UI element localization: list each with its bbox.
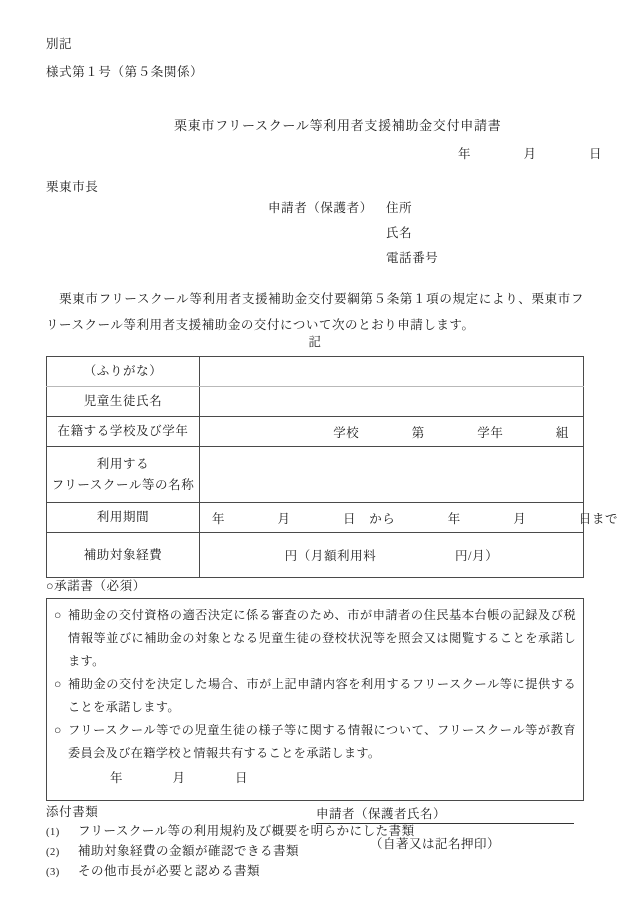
row-value-student-name[interactable]	[200, 387, 584, 417]
document-title: 栗東市フリースクール等利用者支援補助金交付申請書	[174, 118, 502, 133]
row-label-student-name: 児童生徒氏名	[47, 387, 200, 417]
row-label-furigana: （ふりがな）	[47, 357, 200, 387]
row-value-freeschool-name[interactable]	[200, 447, 584, 503]
consent-item-text: 補助金の交付資格の適否決定に係る審査のため、市が申請者の住民基本台帳の記録及び税情報等並びに補助金の対象となる児童生徒の登校状況等を照会又は閲覧することを承諾します。	[68, 608, 576, 668]
signature-label[interactable]: 申請者（保護者氏名）	[316, 804, 574, 824]
table-row-furigana	[47, 357, 584, 387]
consent-inner	[47, 599, 583, 852]
attachment-number: (3)	[46, 867, 60, 878]
row-value-subsidy-expense[interactable]: 円（月額利用料 円/月）	[200, 533, 584, 578]
circle-bullet-icon: ○	[54, 608, 62, 622]
ki-marker: 記	[308, 335, 322, 349]
consent-item	[54, 604, 576, 673]
row-label-freeschool-name	[47, 447, 200, 503]
row-label-subsidy-expense: 補助対象経費	[47, 533, 200, 578]
consent-item	[54, 719, 576, 765]
consent-item	[54, 673, 576, 719]
attachment-item	[46, 862, 584, 882]
submission-date-line: 年 月 日	[458, 147, 603, 161]
form-number: 様式第１号（第５条関係）	[46, 65, 204, 79]
document-sheet	[46, 0, 619, 903]
table-row-freeschool-name	[47, 447, 584, 503]
row-value-furigana[interactable]	[200, 357, 584, 387]
attachments-list	[46, 822, 584, 882]
table-row-subsidy-expense	[47, 533, 584, 578]
request-paragraph-text: 栗東市フリースクール等利用者支援補助金交付要綱第５条第１項の規定により、栗東市フリースクール等利用者支援補助金の交付について次のとおり申請します。	[46, 292, 584, 332]
application-details-table	[46, 356, 619, 578]
table-row-school-grade	[47, 417, 584, 447]
attachment-item	[46, 822, 584, 842]
attachment-number: (2)	[46, 847, 60, 858]
applicant-phone-label: 電話番号	[386, 251, 439, 265]
applicant-name-label: 氏名	[386, 226, 413, 240]
table-row-student-name	[47, 387, 584, 417]
consent-item-text: 補助金の交付を決定した場合、市が上記申請内容を利用するフリースクール等に提供することを承諾します。	[68, 677, 576, 714]
row-label-freeschool-name-line1: 利用する	[96, 456, 150, 471]
header-note: 別記	[46, 37, 73, 51]
signature-row	[54, 804, 576, 824]
addressee: 栗東市長	[46, 180, 99, 194]
attachment-text: 補助対象経費の金額が確認できる書類	[78, 844, 300, 858]
consent-heading: ○承諾書（必須）	[46, 579, 146, 593]
circle-bullet-icon: ○	[54, 723, 62, 737]
attachment-text: フリースクール等の利用規約及び概要を明らかにした書類	[78, 824, 415, 838]
attachment-item	[46, 842, 584, 862]
row-label-usage-period: 利用期間	[47, 503, 200, 533]
seal-note: （自著又は記名押印）	[370, 837, 501, 851]
row-label-school-grade: 在籍する学校及び学年	[47, 417, 200, 447]
table-row-usage-period	[47, 503, 584, 533]
row-label-freeschool-name-line2: フリースクール等の名称	[51, 477, 195, 492]
consent-date-line: 年 月 日	[110, 771, 248, 785]
attachments-heading: 添付書類	[46, 805, 99, 819]
attachment-number: (1)	[46, 827, 60, 838]
consent-item-text: フリースクール等での児童生徒の様子等に関する情報について、フリースクール等が教育委員会及び在籍学校と情報共有することを承諾します。	[68, 723, 576, 760]
row-value-school-grade[interactable]: 学校 第 学年 組	[200, 417, 584, 447]
applicant-address-label: 住所	[386, 201, 413, 215]
attachment-text: その他市長が必要と認める書類	[78, 864, 261, 878]
applicant-label: 申請者（保護者）	[268, 201, 373, 215]
request-paragraph	[46, 286, 584, 338]
circle-bullet-icon: ○	[54, 677, 62, 691]
row-value-usage-period[interactable]: 年 月 日 から 年 月 日まで	[200, 503, 584, 533]
